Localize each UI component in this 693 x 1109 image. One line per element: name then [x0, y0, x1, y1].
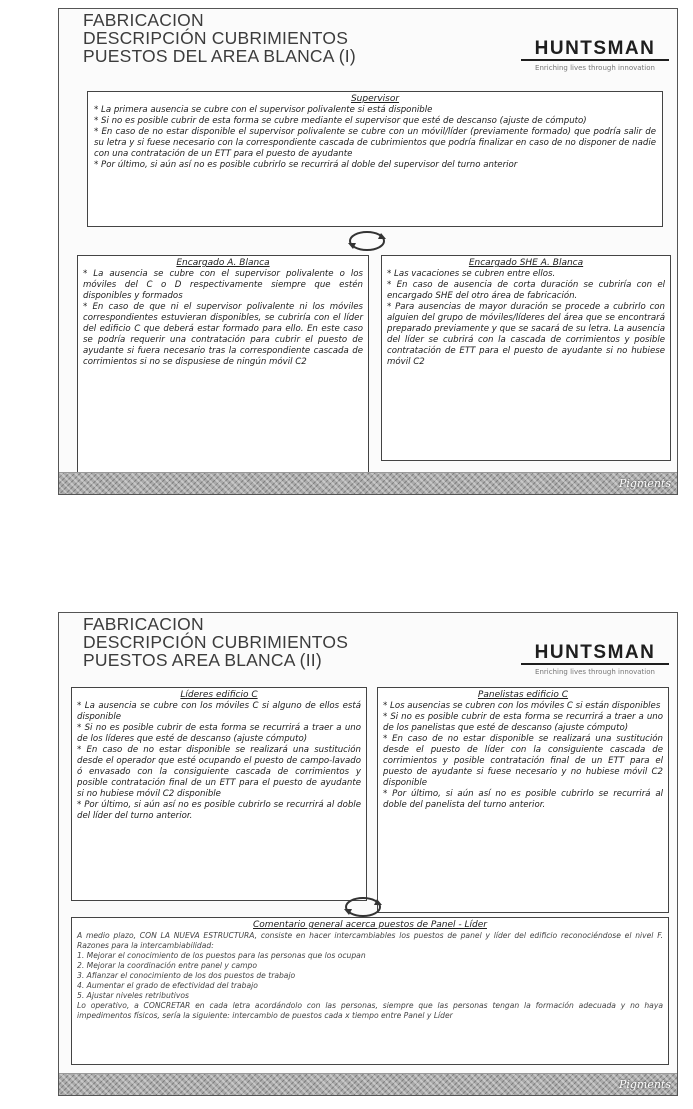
slide-footer: [59, 472, 677, 494]
pigments-mark: Pigments: [618, 477, 671, 490]
logo-tagline: Enriching lives through innovation: [535, 64, 655, 72]
slide-title: [83, 615, 348, 669]
box-paragraph: * En caso de ausencia de corta duración se cubriría con el encargado SHE del otro área de fabricación.: [387, 280, 665, 301]
box-paragraph: * Para ausencias de mayor duración se procede a cubrirlo con alguien del grupo de móviles/líderes del área que se encontrará preparado previamente y que se sacará de su letra. La ausencia del líder se cubrirá con la cascada de corrimientos y posible contratación de ETT para el puesto de ayudante si no hubiese móvil C2: [387, 302, 665, 367]
box-paragraph: * En caso de no estar disponible el supervisor polivalente se cubre con un móvil/líder (previamente formado) que podría salir de su letra y si fuese necesario con la correspondiente cascada de cubrimientos que podría finalizar en caso de no disponer de nadie con una contratación de un ETT para el puesto de ayudante: [94, 127, 656, 159]
box-paragraph: * Por último, si aún así no es posible cubrirlo se recurrirá al doble del panelista del turno anterior.: [383, 789, 663, 810]
slide-footer: [59, 1073, 677, 1095]
box-paragraph: 3. Afianzar el conocimiento de los dos puestos de trabajo: [77, 971, 296, 980]
box-paragraph: * Si no es posible cubrir de esta forma se recurrirá a traer a uno de los líderes que esté de descanso (ajuste cómputo): [77, 723, 361, 744]
huntsman-logo: [521, 643, 669, 676]
box-paragraph: * La ausencia se cubre con los móviles C si alguno de ellos está disponible: [77, 701, 361, 722]
box-paragraph: * Por último, si aún así no es posible cubrirlo se recurrirá al doble del supervisor del turno anterior: [94, 160, 518, 170]
encargado-she-box: [381, 255, 671, 461]
slide-area-blanca-1: [58, 8, 678, 495]
title-line: FABRICACION: [83, 614, 204, 634]
box-title: Supervisor: [350, 94, 400, 104]
box-title: Comentario general acerca puestos de Panel - Líder: [253, 920, 487, 930]
box-paragraph: * Si no es posible cubrir de esta forma se cubre mediante el supervisor que esté de descanso (ajuste de cómputo): [94, 116, 587, 126]
box-paragraph: * Los ausencias se cubren con los móviles C si están disponibles: [383, 701, 661, 711]
box-paragraph: * Si no es posible cubrir de esta forma se recurrirá a traer a uno de los panelistas que esté de descanso (ajuste cómputo): [383, 712, 663, 733]
lideres-box: [71, 687, 367, 901]
box-paragraph: 1. Mejorar el conocimiento de los puestos para las personas que los ocupan: [77, 951, 366, 960]
slide-title: [83, 11, 356, 65]
cycle-arrows-icon: [345, 227, 389, 255]
title-line: PUESTOS AREA BLANCA (II): [83, 650, 322, 670]
panelistas-box: [377, 687, 669, 913]
title-line: DESCRIPCIÓN CUBRIMIENTOS: [83, 632, 349, 652]
comentario-general-box: [71, 917, 669, 1065]
box-title: Encargado SHE A. Blanca: [468, 258, 584, 268]
encargado-blanca-box: [77, 255, 369, 481]
box-paragraph: 2. Mejorar la coordinación entre panel y campo: [77, 961, 258, 970]
pigments-mark: Pigments: [618, 1078, 671, 1091]
supervisor-box: [87, 91, 663, 227]
title-line: PUESTOS DEL AREA BLANCA (I): [83, 46, 356, 66]
box-paragraph: * Las vacaciones se cubren entre ellos.: [387, 269, 556, 279]
huntsman-logo: [521, 39, 669, 72]
box-title: Líderes edificio C: [180, 690, 258, 700]
title-line: FABRICACION: [83, 10, 204, 30]
box-paragraph: * La ausencia se cubre con el supervisor polivalente o los móviles del C o D respectivamente siempre que estén disponibles y formados: [83, 269, 363, 301]
box-paragraph: * Por último, si aún así no es posible cubrirlo se recurrirá al doble del líder del turno anterior.: [77, 800, 361, 821]
box-paragraph: * La primera ausencia se cubre con el supervisor polivalente si está disponible: [94, 105, 433, 115]
box-paragraph: * En caso de no estar disponible se realizará una sustitución desde el puesto de líder con la consiguiente cascada de corrimientos y posible contratación final de un ETT para el puesto de ayudante si fuese necesario y no hubiese móvil C2 disponible: [383, 734, 663, 788]
box-paragraph: 4. Aumentar el grado de efectividad del trabajo: [77, 981, 258, 990]
box-paragraph: 5. Ajustar niveles retributivos: [77, 991, 189, 1000]
box-paragraph: A medio plazo, CON LA NUEVA ESTRUCTURA, consiste en hacer intercambiables los puestos de panel y líder del edificio reconociéndose el nivel F. Razones para la intercambiabilidad:: [77, 931, 663, 950]
box-title: Panelistas edificio C: [477, 690, 569, 700]
slide-area-blanca-2: [58, 612, 678, 1096]
box-paragraph: Lo operativo, a CONCRETAR en cada letra acordándolo con las personas, siempre que las personas tengan la formación adecuada y no haya impedimentos físicos, sería la siguiente: intercambio de puestos cada x tiempo entre Panel y Líder: [77, 1001, 663, 1020]
logo-brand: HUNTSMAN: [521, 39, 669, 61]
box-title: Encargado A. Blanca: [176, 258, 270, 268]
box-paragraph: * En caso de no estar disponible se realizará una sustitución desde el operador que esté ocupando el puesto de campo-lavado ó envasado con la consiguiente cascada de corrimientos y posible contratación final de un ETT para el puesto de ayudante si no hubiese móvil C2 disponible: [77, 745, 361, 799]
logo-tagline: Enriching lives through innovation: [535, 668, 655, 676]
box-paragraph: * En caso de que ni el supervisor polivalente ni los móviles correspondientes estuvieran disponibles, se cubriría con el líder del edificio C que deberá estar formado para ello. En este caso se podría requerir una contratación para cubrir el puesto de ayudante si fuera necesario tras la correspondiente cascada de corrimientos si no se dispusiese de ningún móvil C2: [83, 302, 363, 367]
title-line: DESCRIPCIÓN CUBRIMIENTOS: [83, 28, 349, 48]
logo-brand: HUNTSMAN: [521, 643, 669, 665]
